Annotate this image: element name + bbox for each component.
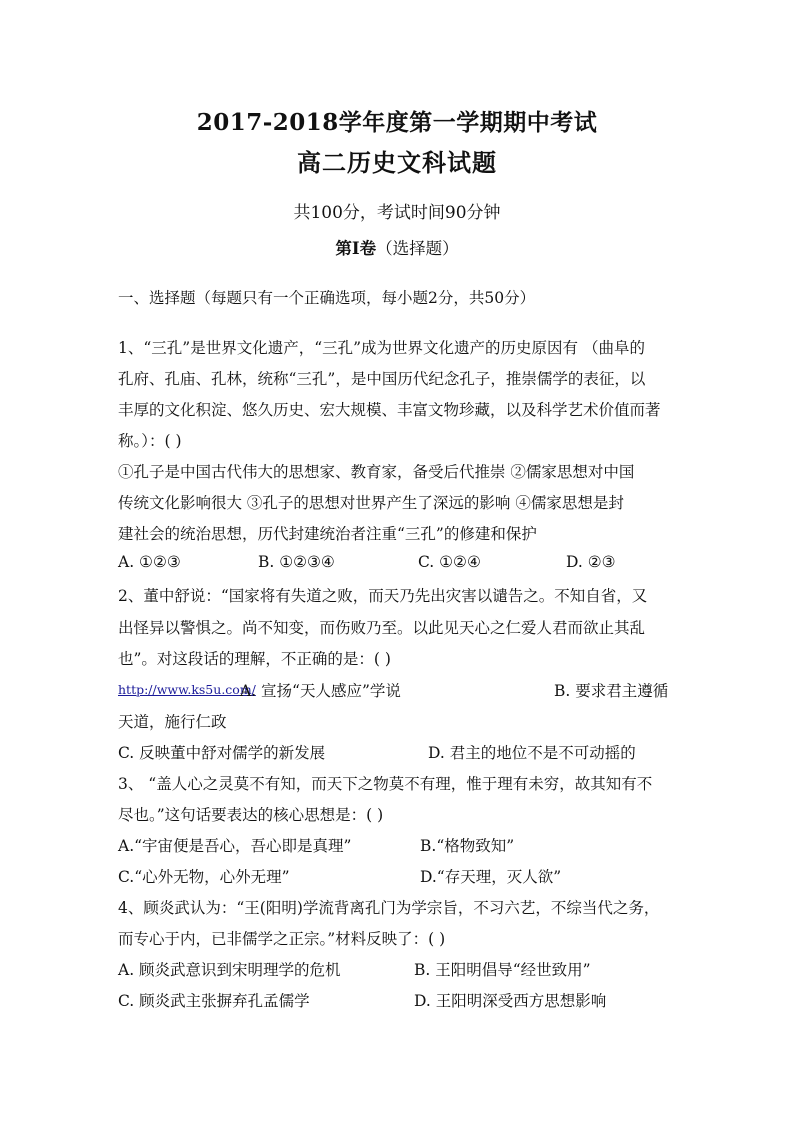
exam-title: 2017-2018学年度第一学期期中考试 [196,109,598,136]
q3-option-a: A.“宇宙便是吾心，吾心即是真理” [118,837,352,855]
q2-stem-line1: 2、董中舒说：“国家将有失道之败，而天乃先出灾害以谴告之。不知自省，又 [118,587,648,605]
q1-stem-line3: 丰厚的文化积淀、悠久历史、宏大规模、丰富文物珍藏，以及科学艺术价值而著 [118,401,661,419]
q1-option-b: B. ①②③④ [258,553,335,571]
q1-option-d: D. ②③ [566,553,616,571]
source-link[interactable]: http://www.ks5u.com/ [118,682,256,697]
q2-option-a: A. 宣扬“天人感应”学说 [240,682,401,700]
q3-option-d: D.“存天理，灭人欲” [420,868,562,886]
q2-option-d: D. 君主的地位不是不可动摇的 [428,744,636,762]
q2-option-b-continued: 天道，施行仁政 [118,713,227,731]
q4-option-a: A. 顾炎武意识到宋明理学的危机 [118,961,341,979]
q2-stem-line3: 也”。对这段话的理解，不正确的是：( ) [118,650,391,668]
volume-note: （选择题） [376,239,459,258]
exam-info: 共100分，考试时间90分钟 [293,203,501,223]
q1-statement-line3: 建社会的统治思想，历代封建统治者注重“三孔”的修建和保护 [118,525,537,543]
q1-option-a: A. ①②③ [118,553,181,571]
q1-option-c: C. ①②④ [418,553,481,571]
q3-option-c: C.“心外无物，心外无理” [118,868,290,886]
q3-stem-line1: 3、 “盖人心之灵莫不有知，而天下之物莫不有理，惟于理有未穷，故其知有不 [118,775,653,793]
q1-statement-line1: ①孔子是中国古代伟大的思想家、教育家，备受后代推崇 ②儒家思想对中国 [118,463,635,481]
volume-label: 第Ⅰ卷 [335,239,377,258]
q3-option-b: B.“格物致知” [420,837,515,855]
q4-option-d: D. 王阳明深受西方思想影响 [414,992,607,1010]
exam-subtitle: 高二历史文科试题 [297,148,497,177]
q1-statement-line2: 传统文化影响很大 ③孔子的思想对世界产生了深远的影响 ④儒家思想是封 [118,494,624,512]
q4-option-b: B. 王阳明倡导“经世致用” [414,961,591,979]
volume-heading [0,235,794,259]
q4-stem-line1: 4、顾炎武认为：“王(阳明)学流背离孔门为学宗旨，不习六艺，不综当代之务， [118,899,660,917]
q3-stem-line2: 尽也。”这句话要表达的核心思想是：( ) [118,806,384,824]
q1-stem-line1: 1、“三孔”是世界文化遗产，“三孔”成为世界文化遗产的历史原因有 （曲阜的 [118,339,645,357]
q1-stem-line4: 称。）：( ) [118,432,182,450]
q4-stem-line2: 而专心于内，已非儒学之正宗。”材料反映了：( ) [118,930,446,948]
q2-option-c: C. 反映董中舒对儒学的新发展 [118,744,326,762]
section-heading: 一、选择题（每题只有一个正确选项，每小题2分，共50分） [118,289,536,307]
q1-stem-line2: 孔府、孔庙、孔林，统称“三孔”，是中国历代纪念孔子，推崇儒学的表征，以 [118,370,646,388]
q2-stem-line2: 出怪异以警惧之。尚不知变，而伤败乃至。以此见天心之仁爱人君而欲止其乱 [118,619,646,637]
q2-option-b: B. 要求君主遵循 [554,682,669,700]
q4-option-c: C. 顾炎武主张摒弃孔孟儒学 [118,992,310,1010]
